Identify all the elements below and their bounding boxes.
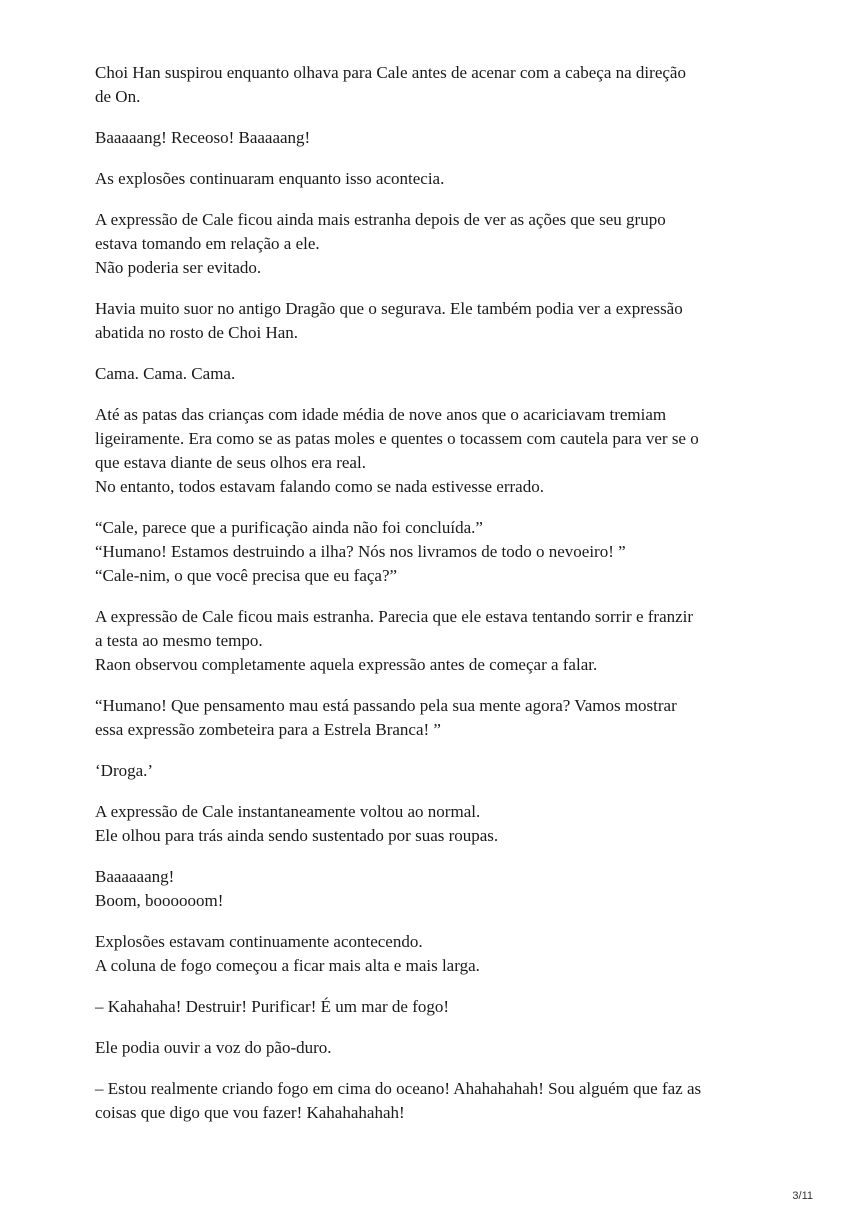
paragraph [95,800,795,848]
paragraph [95,208,795,280]
paragraph [95,930,795,978]
text-line: Baaaaaang! [95,867,175,886]
text-line: Até as patas das crianças com idade média de nove anos que o acariciavam tremiam [95,405,667,424]
text-line: – Kahahaha! Destruir! Purificar! É um mar de fogo! [95,997,450,1016]
text-line: de On. [95,87,141,106]
text-line: “Cale, parece que a purificação ainda não foi concluída.” [95,518,483,537]
text-line: A expressão de Cale instantaneamente voltou ao normal. [95,802,481,821]
paragraph [95,516,795,588]
text-line: Raon observou completamente aquela expressão antes de começar a falar. [95,655,598,674]
text-line: No entanto, todos estavam falando como se nada estivesse errado. [95,477,544,496]
paragraph [95,167,795,191]
text-line: abatida no rosto de Choi Han. [95,323,299,342]
text-line: a testa ao mesmo tempo. [95,631,263,650]
text-line: estava tomando em relação a ele. [95,234,320,253]
text-line: Choi Han suspirou enquanto olhava para Cale antes de acenar com a cabeça na direção [95,63,686,82]
text-line: A coluna de fogo começou a ficar mais alta e mais larga. [95,956,480,975]
paragraph [95,1077,795,1125]
paragraph [95,61,795,109]
paragraph [95,297,795,345]
paragraph [95,362,795,386]
paragraph [95,694,795,742]
text-line: “Humano! Estamos destruindo a ilha? Nós nos livramos de todo o nevoeiro! ” [95,542,626,561]
text-line: Não poderia ser evitado. [95,258,262,277]
text-line: coisas que digo que vou fazer! Kahahahahah! [95,1103,405,1122]
text-line: Explosões estavam continuamente acontecendo. [95,932,423,951]
text-line: Havia muito suor no antigo Dragão que o segurava. Ele também podia ver a expressão [95,299,683,318]
text-line: Ele olhou para trás ainda sendo sustentado por suas roupas. [95,826,499,845]
text-line: essa expressão zombeteira para a Estrela Branca! ” [95,720,441,739]
paragraph [95,865,795,913]
text-line: que estava diante de seus olhos era real. [95,453,366,472]
text-line: “Cale-nim, o que você precisa que eu faça?” [95,566,398,585]
paragraph [95,1036,795,1060]
paragraph [95,605,795,677]
paragraph [95,126,795,150]
text-line: A expressão de Cale ficou mais estranha. Parecia que ele estava tentando sorrir e franzir [95,607,694,626]
text-line: ligeiramente. Era como se as patas moles e quentes o tocassem com cautela para ver se o [95,429,699,448]
text-line: “Humano! Que pensamento mau está passando pela sua mente agora? Vamos mostrar [95,696,677,715]
text-line: Boom, boooooom! [95,891,224,910]
page-number: 3/11 [792,1190,813,1202]
text-line: A expressão de Cale ficou ainda mais estranha depois de ver as ações que seu grupo [95,210,666,229]
text-line: As explosões continuaram enquanto isso acontecia. [95,169,445,188]
paragraph [95,995,795,1019]
paragraph [95,759,795,783]
text-line: ‘Droga.’ [95,761,154,780]
text-line: – Estou realmente criando fogo em cima do oceano! Ahahahahah! Sou alguém que faz as [95,1079,702,1098]
text-line: Cama. Cama. Cama. [95,364,236,383]
text-line: Baaaaang! Receoso! Baaaaang! [95,128,311,147]
paragraph [95,403,795,499]
document-body [95,61,795,1142]
text-line: Ele podia ouvir a voz do pão-duro. [95,1038,332,1057]
